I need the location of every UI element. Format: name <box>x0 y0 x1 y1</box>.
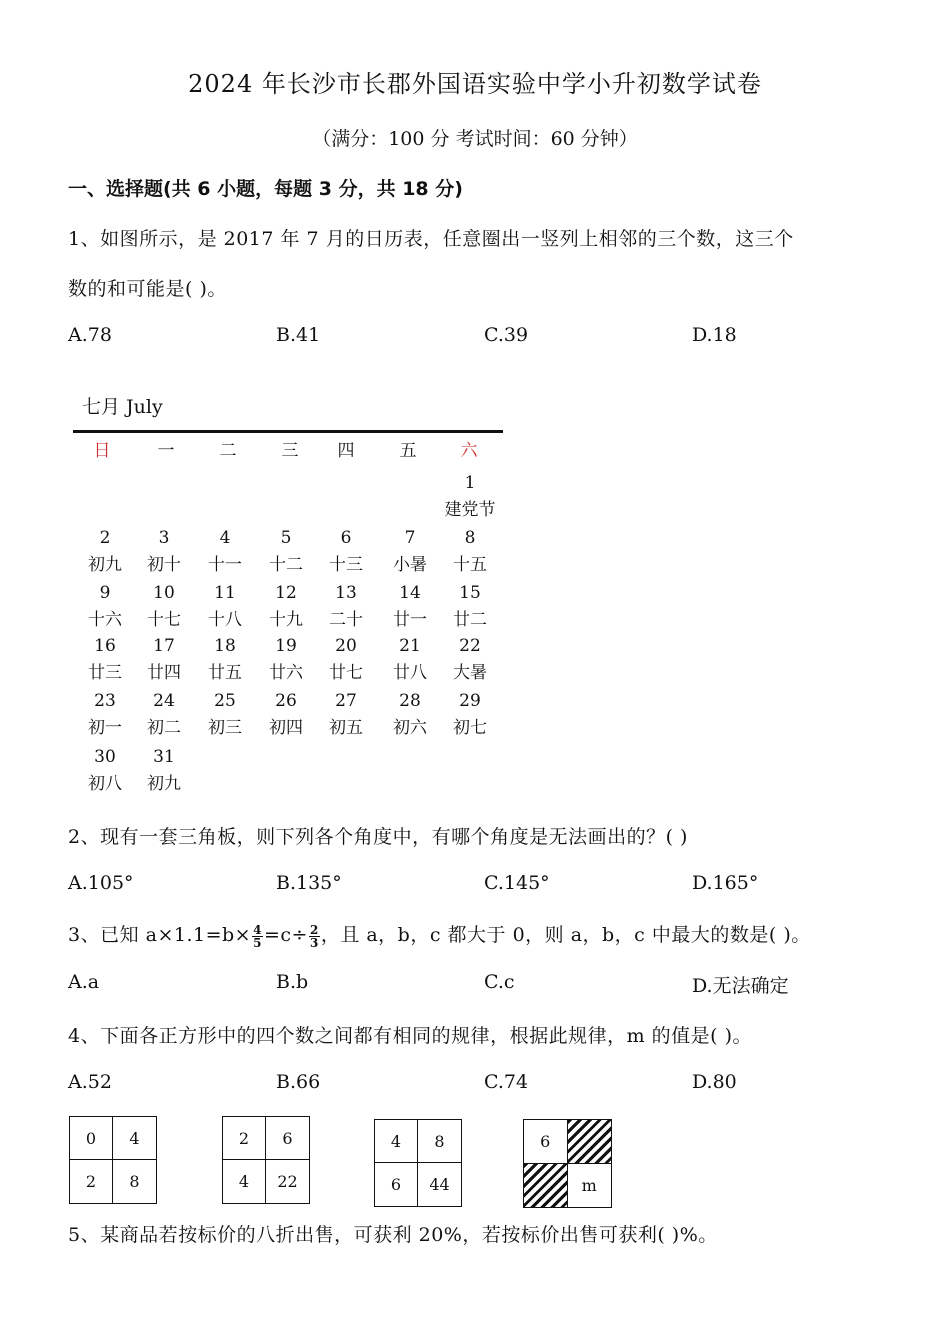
square-cell: 4 <box>113 1117 156 1160</box>
calendar-day <box>195 525 255 579</box>
calendar-weekday: 日 <box>93 441 111 461</box>
number-square-4 <box>523 1119 612 1208</box>
calendar-day-number: 17 <box>153 636 175 656</box>
calendar-day <box>316 633 376 687</box>
fraction-four-fifths <box>252 924 263 949</box>
square-cell: 2 <box>223 1117 266 1160</box>
calendar-day <box>440 470 500 524</box>
calendar-day-number: 24 <box>153 691 175 711</box>
calendar-day-number: 19 <box>275 636 297 656</box>
calendar-lunar-label: 廿五 <box>208 663 242 683</box>
frac2-numerator: 2 <box>309 922 319 937</box>
calendar-lunar-label: 十三 <box>329 555 363 575</box>
calendar-lunar-label: 初六 <box>393 718 427 738</box>
calendar-lunar-label: 初二 <box>147 718 181 738</box>
calendar-day-number: 12 <box>275 583 297 603</box>
calendar-day <box>75 744 135 798</box>
calendar-day <box>195 633 255 687</box>
q2-option-d: D.165° <box>692 872 759 894</box>
calendar-lunar-label: 十二 <box>269 555 303 575</box>
calendar-day-number: 9 <box>99 583 111 603</box>
number-square-2 <box>222 1116 310 1204</box>
calendar-day <box>134 633 194 687</box>
calendar-day-number: 14 <box>399 583 421 603</box>
calendar-day <box>75 525 135 579</box>
calendar-lunar-label: 初四 <box>269 718 303 738</box>
calendar-weekday: 六 <box>460 441 478 461</box>
calendar-weekday: 一 <box>157 441 175 461</box>
calendar-day <box>440 688 500 742</box>
calendar-lunar-label: 廿六 <box>269 663 303 683</box>
question-1-line-2: 数的和可能是( )。 <box>68 278 227 300</box>
calendar-day <box>134 525 194 579</box>
calendar-day <box>134 744 194 798</box>
calendar-lunar-label: 初八 <box>88 774 122 794</box>
calendar-day <box>75 688 135 742</box>
calendar-weekday: 五 <box>399 441 417 461</box>
q1-option-b: B.41 <box>276 324 321 346</box>
q3-option-a: A.a <box>68 971 100 993</box>
calendar-day-number: 15 <box>459 583 481 603</box>
calendar-day-number: 6 <box>340 528 352 548</box>
hatched-cell <box>524 1164 568 1208</box>
calendar-day <box>256 688 316 742</box>
calendar-day <box>134 688 194 742</box>
square-cell: 22 <box>277 1172 298 1191</box>
square-cell: 8 <box>129 1172 140 1191</box>
square-cell: 44 <box>429 1175 450 1194</box>
question-3 <box>68 920 811 949</box>
q2-option-b: B.135° <box>276 872 342 894</box>
calendar-day-number: 29 <box>459 691 481 711</box>
q3-text-part-3: ，且 a，b，c 都大于 0，则 a，b，c 中最大的数是( )。 <box>320 924 811 946</box>
calendar-lunar-label: 建党节 <box>444 500 496 520</box>
calendar-weekday: 三 <box>281 441 299 461</box>
square-cell: 6 <box>524 1120 568 1164</box>
calendar-day-number: 20 <box>335 636 357 656</box>
square-cell: 0 <box>70 1117 113 1160</box>
calendar-day <box>134 580 194 634</box>
calendar-day-number: 30 <box>94 747 116 767</box>
calendar-day-number: 8 <box>464 528 476 548</box>
page-subtitle: （满分：100 分 考试时间：60 分钟） <box>312 128 638 150</box>
question-1-line-1: 1、如图所示，是 2017 年 7 月的日历表，任意圈出一竖列上相邻的三个数，这三个 <box>68 228 794 250</box>
calendar-day <box>380 580 440 634</box>
calendar-lunar-label: 十六 <box>88 610 122 630</box>
square-cell: 6 <box>375 1163 418 1206</box>
calendar-day <box>256 580 316 634</box>
calendar-lunar-label: 初十 <box>147 555 181 575</box>
q1-option-d: D.18 <box>692 324 737 346</box>
square-cell: 4 <box>375 1120 418 1163</box>
q3-option-b: B.b <box>276 971 309 993</box>
q4-option-c: C.74 <box>484 1071 529 1093</box>
calendar-lunar-label: 大暑 <box>453 663 487 683</box>
calendar-day <box>440 525 500 579</box>
frac1-denominator: 5 <box>253 935 262 950</box>
calendar-day-number: 25 <box>214 691 236 711</box>
calendar-day <box>316 580 376 634</box>
q2-option-a: A.105° <box>68 872 134 894</box>
q4-option-d: D.80 <box>692 1071 737 1093</box>
calendar-day-number: 31 <box>153 747 175 767</box>
calendar-day-number: 16 <box>94 636 116 656</box>
q1-option-a: A.78 <box>68 324 112 346</box>
frac1-numerator: 4 <box>253 922 262 937</box>
calendar-day-number: 1 <box>464 473 476 493</box>
calendar-day <box>256 525 316 579</box>
calendar-lunar-label: 廿四 <box>147 663 181 683</box>
question-2: 2、现有一套三角板，则下列各个角度中，有哪个角度是无法画出的？( ) <box>68 826 688 848</box>
calendar-day-number: 18 <box>214 636 236 656</box>
calendar-day <box>75 633 135 687</box>
calendar-day <box>380 525 440 579</box>
calendar-weekday: 四 <box>337 441 355 461</box>
calendar-lunar-label: 十七 <box>147 610 181 630</box>
calendar-lunar-label: 初七 <box>453 718 487 738</box>
calendar-lunar-label: 十一 <box>208 555 242 575</box>
section-heading: 一、选择题(共 6 小题，每题 3 分，共 18 分) <box>68 178 463 200</box>
calendar-lunar-label: 初五 <box>329 718 363 738</box>
calendar-lunar-label: 十九 <box>269 610 303 630</box>
calendar-title: 七月 July <box>82 396 163 418</box>
calendar-lunar-label: 十五 <box>453 555 487 575</box>
calendar-day <box>316 525 376 579</box>
number-square-3 <box>374 1119 462 1207</box>
calendar-day-number: 23 <box>94 691 116 711</box>
q2-option-c: C.145° <box>484 872 550 894</box>
calendar-day-number: 7 <box>404 528 416 548</box>
calendar-divider <box>73 430 503 433</box>
calendar-day-number: 22 <box>459 636 481 656</box>
calendar-lunar-label: 十八 <box>208 610 242 630</box>
square-cell: 2 <box>70 1160 113 1203</box>
calendar-day <box>440 580 500 634</box>
calendar-day-number: 2 <box>99 528 111 548</box>
calendar-lunar-label: 廿三 <box>88 663 122 683</box>
calendar-day <box>75 580 135 634</box>
calendar-day <box>256 633 316 687</box>
q4-option-a: A.52 <box>68 1071 112 1093</box>
question-4: 4、下面各正方形中的四个数之间都有相同的规律，根据此规律，m 的值是( )。 <box>68 1025 753 1047</box>
calendar-weekday: 二 <box>219 441 237 461</box>
calendar-day-number: 11 <box>214 583 236 603</box>
q1-option-c: C.39 <box>484 324 529 346</box>
calendar-day <box>380 633 440 687</box>
calendar-day <box>380 688 440 742</box>
calendar-lunar-label: 二十 <box>329 610 363 630</box>
question-5: 5、某商品若按标价的八折出售，可获利 20%，若按标价出售可获利( )%。 <box>68 1224 718 1246</box>
number-square-1 <box>69 1116 157 1204</box>
fraction-two-thirds <box>309 924 320 949</box>
hatched-cell <box>568 1120 612 1164</box>
calendar-lunar-label: 初九 <box>88 555 122 575</box>
q3-text-part-1: 3、已知 a×1.1=b× <box>68 924 252 946</box>
calendar-day-number: 27 <box>335 691 357 711</box>
page-title: 2024 年长沙市长郡外国语实验中学小升初数学试卷 <box>188 70 762 98</box>
calendar-day <box>316 688 376 742</box>
calendar-lunar-label: 廿七 <box>329 663 363 683</box>
square-cell: 4 <box>223 1160 266 1203</box>
calendar-lunar-label: 初九 <box>147 774 181 794</box>
square-cell-unknown-m: m <box>581 1175 597 1195</box>
calendar-lunar-label: 廿八 <box>393 663 427 683</box>
q3-option-d: D.无法确定 <box>692 975 789 997</box>
calendar-lunar-label: 初三 <box>208 718 242 738</box>
q4-option-b: B.66 <box>276 1071 321 1093</box>
q3-text-part-2: =c÷ <box>263 924 308 946</box>
calendar-lunar-label: 小暑 <box>393 555 427 575</box>
q3-option-c: C.c <box>484 971 515 993</box>
frac2-denominator: 3 <box>309 935 319 950</box>
calendar-day <box>440 633 500 687</box>
square-cell: 8 <box>418 1120 461 1163</box>
calendar-day <box>195 580 255 634</box>
calendar-day-number: 13 <box>335 583 357 603</box>
calendar-day-number: 21 <box>399 636 421 656</box>
square-cell: 6 <box>266 1117 309 1160</box>
calendar-day-number: 5 <box>280 528 292 548</box>
calendar-day <box>195 688 255 742</box>
calendar-day-number: 28 <box>399 691 421 711</box>
calendar-day-number: 3 <box>158 528 170 548</box>
calendar-lunar-label: 廿一 <box>393 610 427 630</box>
calendar-lunar-label: 廿二 <box>453 610 487 630</box>
calendar-day-number: 10 <box>153 583 175 603</box>
calendar-lunar-label: 初一 <box>88 718 122 738</box>
calendar-day-number: 4 <box>219 528 231 548</box>
calendar-day-number: 26 <box>275 691 297 711</box>
